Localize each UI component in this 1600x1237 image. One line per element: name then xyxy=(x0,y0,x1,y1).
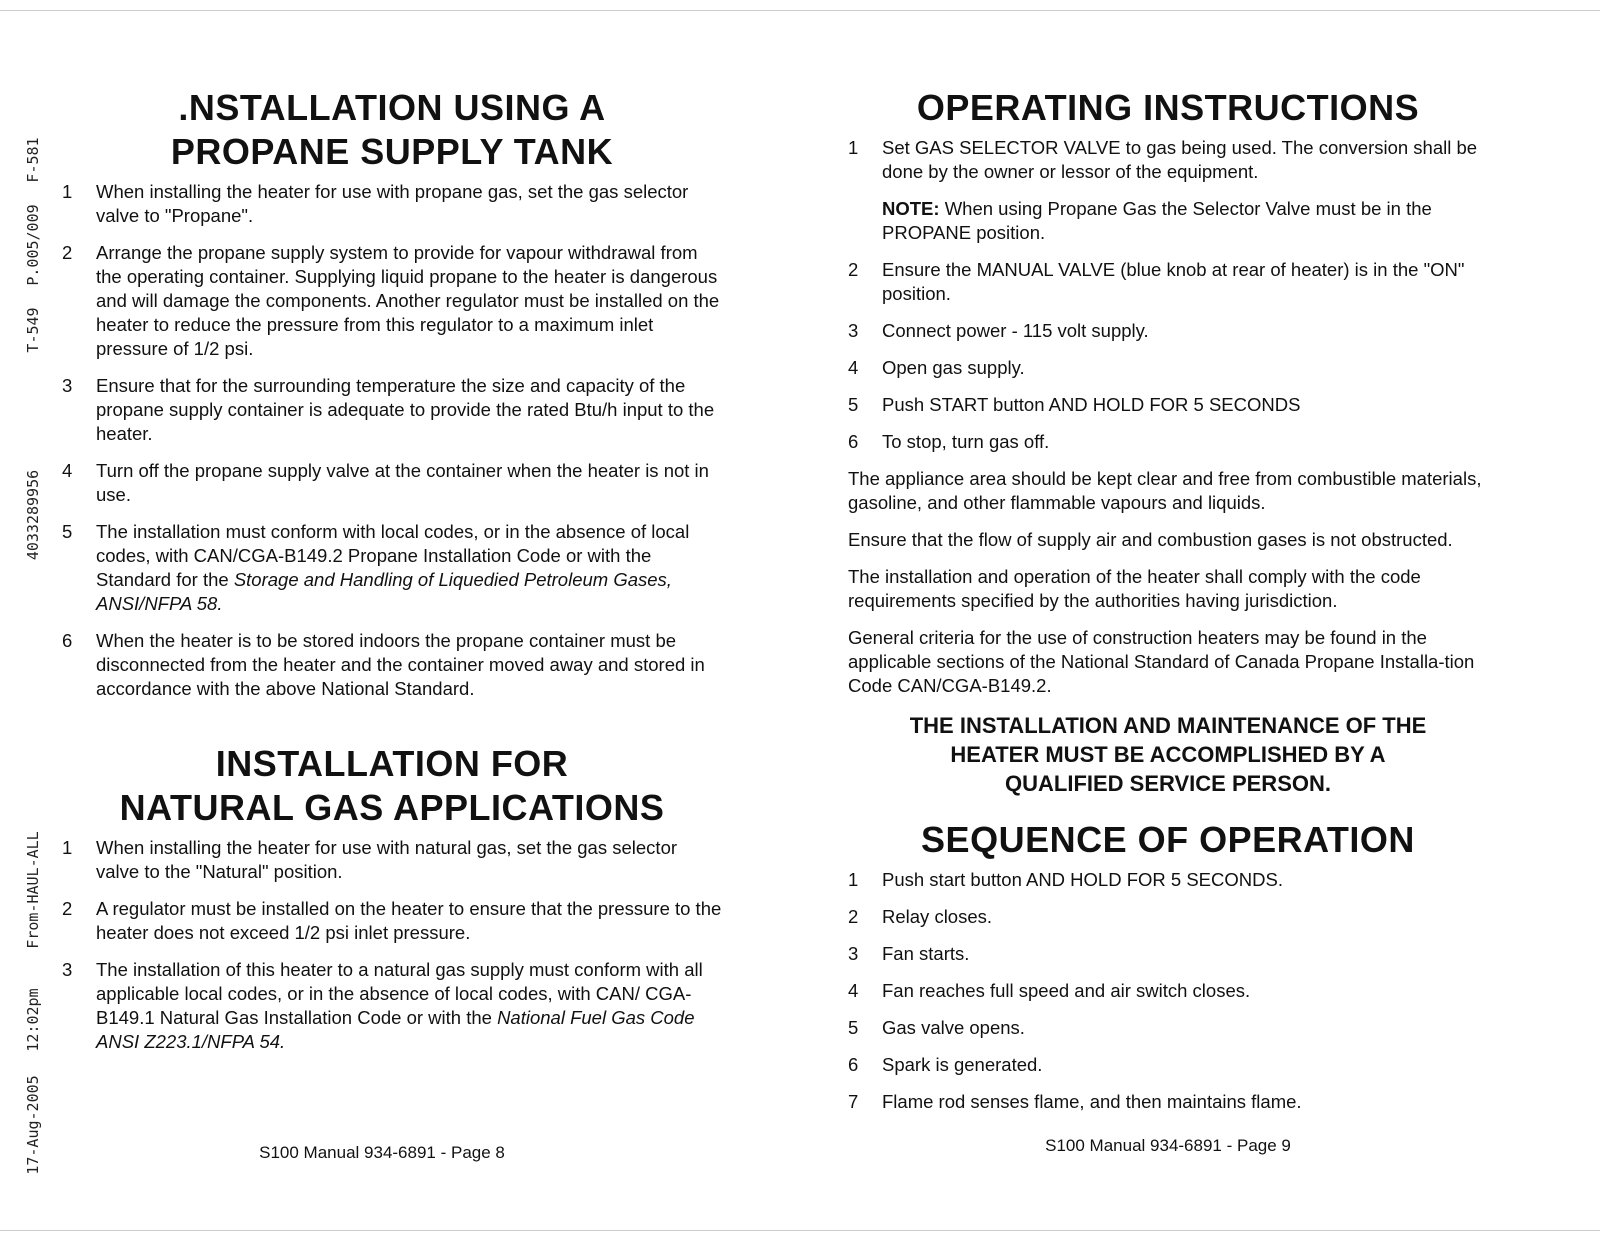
propane-note xyxy=(848,197,1488,245)
list-item xyxy=(848,356,1488,380)
list-item xyxy=(848,942,1488,966)
step-text: Ensure the MANUAL VALVE (blue knob at rear of heater) is in the "ON" position. xyxy=(882,259,1465,304)
bottom-scan-edge xyxy=(0,1230,1600,1231)
step-number: 5 xyxy=(848,394,859,415)
step-number: 2 xyxy=(62,898,73,919)
step-text: Ensure that for the surrounding temperature the size and capacity of the propane supply container is adequate to provide the rated Btu/h input to the heater. xyxy=(96,375,715,444)
body-paragraph: The installation and operation of the heater shall comply with the code requirements specified by the authorities having jurisdiction. xyxy=(848,566,1421,611)
operating-section xyxy=(848,86,1488,798)
propane-steps-list xyxy=(62,180,722,701)
list-item xyxy=(62,459,722,507)
step-number: 4 xyxy=(848,357,859,378)
step-text: Push START button AND HOLD FOR 5 SECONDS xyxy=(882,394,1301,415)
operating-steps-list xyxy=(848,136,1488,184)
list-item xyxy=(62,374,722,446)
propane-section-title xyxy=(62,86,722,174)
sequence-section xyxy=(848,818,1488,1127)
step-text: Relay closes. xyxy=(882,906,993,927)
list-item xyxy=(848,1016,1488,1040)
sequence-steps-list xyxy=(848,868,1488,1114)
step-number: 2 xyxy=(848,259,859,280)
natural-gas-section-title xyxy=(62,742,722,830)
body-paragraph: Ensure that the flow of supply air and combustion gases is not obstructed. xyxy=(848,529,1453,550)
sequence-section-title: SEQUENCE OF OPERATION xyxy=(921,819,1415,860)
step-text: The installation of this heater to a natural gas supply must conform with all applicable local codes, or in the absence of local codes, with CAN/ CGA-B149.1 Natural Gas Installation Code or with the xyxy=(96,959,703,1028)
list-item xyxy=(62,180,722,228)
step-text: Connect power - 115 volt supply. xyxy=(882,320,1149,341)
step-number: 7 xyxy=(848,1091,859,1112)
step-text: Turn off the propane supply valve at the container when the heater is not in use. xyxy=(96,460,709,505)
body-paragraph: The appliance area should be kept clear and free from combustible materials, gasoline, and other flammable vapours and liquids. xyxy=(848,468,1482,513)
step-number: 3 xyxy=(62,375,73,396)
body-paragraph: General criteria for the use of construction heaters may be found in the applicable sections of the National Standard of Canada Propane Installa-tion Code CAN/CGA-B149.2. xyxy=(848,627,1475,696)
step-text: Push start button AND HOLD FOR 5 SECONDS. xyxy=(882,869,1283,890)
fax-from: From-HAUL-ALL xyxy=(24,831,42,949)
step-text: When installing the heater for use with propane gas, set the gas selector valve to "Propane". xyxy=(96,181,689,226)
step-number: 1 xyxy=(848,869,859,890)
step-text: When the heater is to be stored indoors the propane container must be disconnected from the heater and the container moved away and stored in accordance with the above National Standard. xyxy=(96,630,705,699)
natural-title-line2: NATURAL GAS APPLICATIONS xyxy=(119,787,665,828)
step-text: Spark is generated. xyxy=(882,1054,1043,1075)
left-page-footer: S100 Manual 934-6891 - Page 8 xyxy=(259,1143,505,1162)
step-text: Fan starts. xyxy=(882,943,970,964)
warning-line2: HEATER MUST BE ACCOMPLISHED BY A xyxy=(950,742,1386,767)
step-text: Gas valve opens. xyxy=(882,1017,1025,1038)
natural-gas-steps-list xyxy=(62,836,722,1054)
warning-line1: THE INSTALLATION AND MAINTENANCE OF THE xyxy=(909,713,1427,738)
fax-tx-id: T-549 xyxy=(24,307,42,353)
step-number: 1 xyxy=(62,181,73,202)
operating-step xyxy=(848,136,1488,184)
fax-page-count: P.005/009 xyxy=(24,204,42,286)
operating-section-title: OPERATING INSTRUCTIONS xyxy=(916,87,1420,128)
step-number: 1 xyxy=(848,137,859,158)
fax-phone: 4033289956 xyxy=(24,469,42,561)
list-item xyxy=(62,629,722,701)
fax-header-strip xyxy=(8,137,58,1175)
list-item xyxy=(62,520,722,616)
note-text: When using Propane Gas the Selector Valve must be in the PROPANE position. xyxy=(882,198,1432,243)
step-text-italic: Storage and Handling of Liquedied Petroleum Gases, ANSI/NFPA 58. xyxy=(96,569,672,614)
step-number: 5 xyxy=(848,1017,859,1038)
propane-title-line2: PROPANE SUPPLY TANK xyxy=(170,131,614,172)
list-item xyxy=(848,868,1488,892)
operating-steps-list-continued xyxy=(848,258,1488,454)
list-item xyxy=(62,241,722,361)
step-text: A regulator must be installed on the heater to ensure that the pressure to the heater does not exceed 1/2 psi inlet pressure. xyxy=(96,898,722,943)
step-number: 4 xyxy=(62,460,73,481)
list-item xyxy=(848,905,1488,929)
step-number: 6 xyxy=(848,1054,859,1075)
step-number: 6 xyxy=(62,630,73,651)
step-number: 3 xyxy=(848,943,859,964)
top-scan-edge xyxy=(0,10,1600,11)
propane-title-line1: .NSTALLATION USING A xyxy=(178,87,606,128)
list-item xyxy=(848,430,1488,454)
list-item xyxy=(848,1090,1488,1114)
right-page-footer: S100 Manual 934-6891 - Page 9 xyxy=(1045,1136,1291,1155)
step-number: 5 xyxy=(62,521,73,542)
step-text: To stop, turn gas off. xyxy=(882,431,1050,452)
operating-paragraphs xyxy=(848,467,1488,698)
note-label: NOTE: xyxy=(882,198,940,219)
step-text: Arrange the propane supply system to provide for vapour withdrawal from the operating container. Supplying liquid propane to the heater is dangerous and will damage the components. Another regulator must be installed on the heater to reduce the pressure from this regulator to a maximum inlet pressure of 1/2 psi. xyxy=(96,242,720,359)
list-item xyxy=(62,897,722,945)
list-item xyxy=(848,979,1488,1003)
list-item xyxy=(848,319,1488,343)
step-text: Fan reaches full speed and air switch closes. xyxy=(882,980,1251,1001)
fax-time: 12:02pm xyxy=(24,988,42,1052)
list-item xyxy=(62,836,722,884)
step-text: When installing the heater for use with natural gas, set the gas selector valve to the "Natural" position. xyxy=(96,837,678,882)
natural-title-line1: INSTALLATION FOR xyxy=(215,743,569,784)
step-text: Flame rod senses flame, and then maintains flame. xyxy=(882,1091,1302,1112)
list-item xyxy=(848,393,1488,417)
step-text: Set GAS SELECTOR VALVE to gas being used. The conversion shall be done by the owner or lessor of the equipment. xyxy=(882,137,1478,182)
qualified-service-warning xyxy=(848,711,1488,798)
list-item xyxy=(62,958,722,1054)
list-item xyxy=(848,258,1488,306)
list-item xyxy=(848,1053,1488,1077)
step-number: 2 xyxy=(62,242,73,263)
step-number: 1 xyxy=(62,837,73,858)
step-number: 2 xyxy=(848,906,859,927)
propane-section xyxy=(62,86,722,714)
warning-line3: QUALIFIED SERVICE PERSON. xyxy=(1005,771,1331,796)
natural-gas-section xyxy=(62,742,722,1067)
fax-date: 17-Aug-2005 xyxy=(24,1075,42,1175)
step-number: 3 xyxy=(848,320,859,341)
step-text: The installation must conform with local codes, or in the absence of local codes, with CAN/CGA-B149.2 Propane Installation Code or with the Standard for the xyxy=(96,521,690,590)
step-text-italic: National Fuel Gas Code ANSI Z223.1/NFPA 54. xyxy=(96,1007,695,1052)
fax-page-code: F-581 xyxy=(24,137,42,183)
step-number: 6 xyxy=(848,431,859,452)
step-number: 4 xyxy=(848,980,859,1001)
step-text: Open gas supply. xyxy=(882,357,1025,378)
step-number: 3 xyxy=(62,959,73,980)
